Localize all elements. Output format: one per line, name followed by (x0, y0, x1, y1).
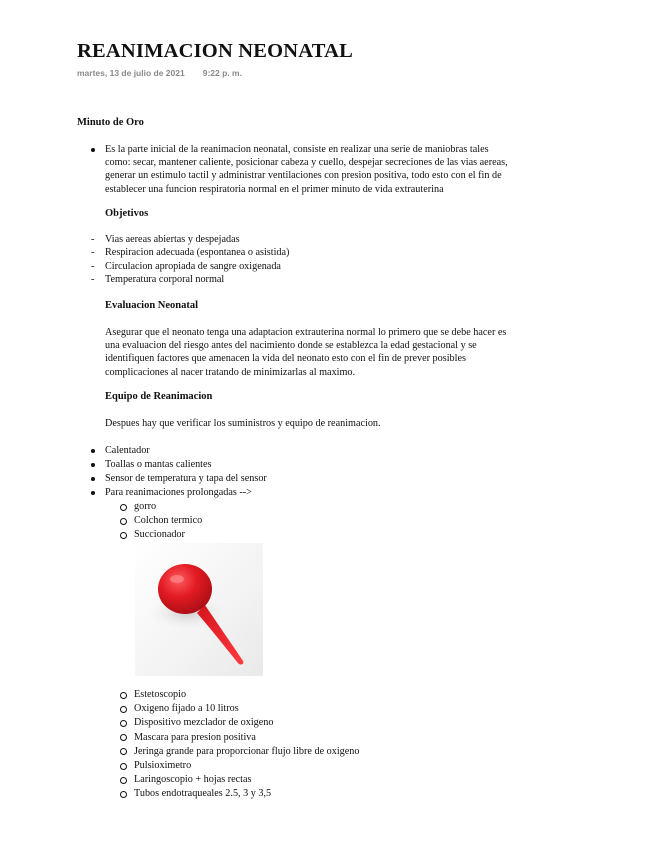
equipo-intro: Despues hay que verificar los suministros y equipo de reanimacion. (105, 418, 381, 429)
section-heading-minuto: Minuto de Oro (77, 117, 144, 128)
bullet-ring (120, 706, 127, 713)
note-time: 9:22 p. m. (202, 68, 242, 78)
sub-list-item: Oxigeno fijado a 10 litros (120, 702, 239, 715)
section-heading-equipo: Equipo de Reanimacion (105, 391, 213, 402)
minuto-bullet (91, 143, 591, 196)
sub-list-item: Laringoscopio + hojas rectas (120, 773, 252, 786)
note-date: martes, 13 de julio de 2021 (77, 68, 185, 78)
bullet-ring (120, 791, 127, 798)
list-item: - Circulacion apropiada de sangre oxigenada (91, 260, 281, 272)
bullet-ring (120, 692, 127, 699)
section-heading-objetivos: Objetivos (105, 208, 149, 219)
sub-list-item: Jeringa grande para proporcionar flujo libre de oxigeno (120, 745, 359, 758)
sub-list-item: Mascara para presion positiva (120, 731, 256, 744)
page-title: REANIMACION NEONATAL (77, 40, 354, 62)
bulb-syringe-image (135, 543, 263, 676)
bullet-dot (91, 477, 95, 481)
bulb-syringe-icon (135, 543, 263, 676)
bullet-ring (120, 720, 127, 727)
minuto-line: Es la parte inicial de la reanimacion neonatal, consiste en realizar una serie de maniobras tales (105, 144, 489, 155)
bullet-ring (120, 734, 127, 741)
evaluacion-line: Asegurar que el neonato tenga una adaptacion extrauterina normal lo primero que se debe hacer es (105, 327, 507, 338)
evaluacion-line: complicaciones al nacer tratando de minimizarlas al maximo. (105, 366, 356, 378)
list-item: - Temperatura corporal normal (91, 274, 225, 286)
minuto-paragraph (105, 143, 591, 196)
section-heading-evaluacion: Evaluacion Neonatal (105, 300, 199, 311)
bullet-ring (120, 777, 127, 784)
note-timestamp (77, 68, 242, 78)
bullet-ring (120, 763, 127, 770)
list-item: Sensor de temperatura y tapa del sensor (91, 472, 267, 485)
bullet-ring (120, 748, 127, 755)
list-item: - Vias aereas abiertas y despejadas (91, 234, 240, 245)
sub-list-item: Colchon termico (120, 514, 202, 527)
bullet-ring (120, 504, 127, 511)
sub-list-item: Estetoscopio (120, 688, 186, 701)
minuto-line: establecer una funcion respiratoria normal en el primer minuto de vida extrauterina (105, 183, 444, 195)
minuto-line: como: secar, mantener caliente, posicionar cabeza y cuello, despejar secreciones de las vias aereas, (105, 157, 508, 169)
evaluacion-line: identifiquen factores que amenacen la vida del neonato esto con el fin de prever posibles (105, 353, 466, 365)
bullet-dot (91, 148, 95, 152)
evaluacion-paragraph (105, 326, 605, 379)
bullet-ring (120, 518, 127, 525)
sub-list-item: Tubos endotraqueales 2.5, 3 y 3,5 (120, 787, 271, 800)
bullet-dot (91, 491, 95, 495)
list-item: Calentador (91, 444, 150, 457)
sub-list-item: Succionador (120, 528, 185, 541)
bullet-dot (91, 449, 95, 453)
sub-list-item: gorro (120, 500, 156, 513)
list-item: - Respiracion adecuada (espontanea o asistida) (91, 247, 290, 259)
bullet-ring (120, 532, 127, 539)
list-item: Toallas o mantas calientes (91, 458, 212, 471)
minuto-line: generar un estimulo tactil y administrar ventilaciones con presion positiva, todo esto con el fin de (105, 170, 502, 182)
sub-list-item: Pulsioximetro (120, 759, 191, 772)
bullet-dot (91, 463, 95, 467)
evaluacion-line: una evaluacion del riesgo antes del nacimiento donde se establezca la edad gestacional y se (105, 340, 477, 352)
sub-list-item: Dispositivo mezclador de oxigeno (120, 716, 273, 729)
list-item: Para reanimaciones prolongadas --> (91, 486, 252, 499)
